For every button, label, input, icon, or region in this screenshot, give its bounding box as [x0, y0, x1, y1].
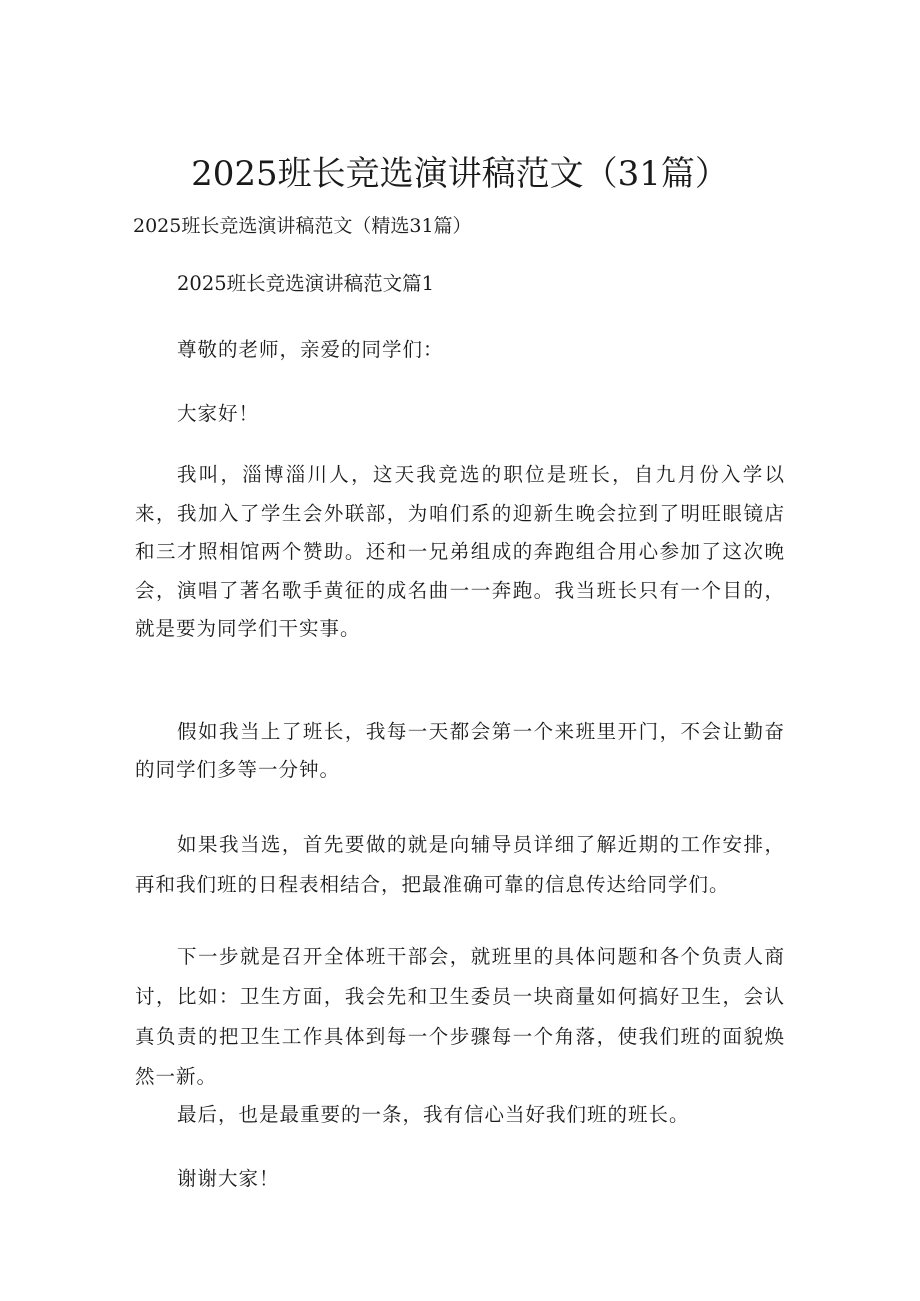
paragraph-promise: 假如我当上了班长，我每一天都会第一个来班里开门，不会让勤奋的同学们多等一分钟。	[135, 720, 785, 781]
document-subtitle: 2025班长竞选演讲稿范文（精选31篇）	[133, 215, 472, 237]
paragraph-hello: 大家好！	[177, 402, 260, 425]
paragraph-confidence: 最后，也是最重要的一条，我有信心当好我们班的班长。	[177, 1103, 690, 1126]
paragraph-intro: 我叫，淄博淄川人，这天我竞选的职位是班长，自九月份入学以来，我加入了学生会外联部，为咱们系的迎新生晚会拉到了明旺眼镜店和三才照相馆两个赞助。还和一兄弟组成的奔跑组合用心参加了这次晚会，演唱了著名歌手黄征的成名曲一一奔跑。我当班长只有一个目的，就是要为同学们干实事。	[135, 463, 785, 640]
paragraph-greeting: 尊敬的老师，亲爱的同学们：	[177, 338, 444, 361]
paragraph-plan: 如果我当选，首先要做的就是向辅导员详细了解近期的工作安排，再和我们班的日程表相结合，把最准确可靠的信息传达给同学们。	[135, 833, 785, 896]
section-heading: 2025班长竞选演讲稿范文篇1	[177, 272, 435, 295]
paragraph-next-step: 下一步就是召开全体班干部会，就班里的具体问题和各个负责人商讨，比如：卫生方面，我会先和卫生委员一块商量如何搞好卫生，会认真负责的把卫生工作具体到每一个步骤每一个角落，使我们班的面貌焕然一新。	[135, 945, 785, 1088]
document-title: 2025班长竞选演讲稿范文（31篇）	[191, 154, 729, 194]
paragraph-thanks: 谢谢大家！	[177, 1167, 280, 1190]
